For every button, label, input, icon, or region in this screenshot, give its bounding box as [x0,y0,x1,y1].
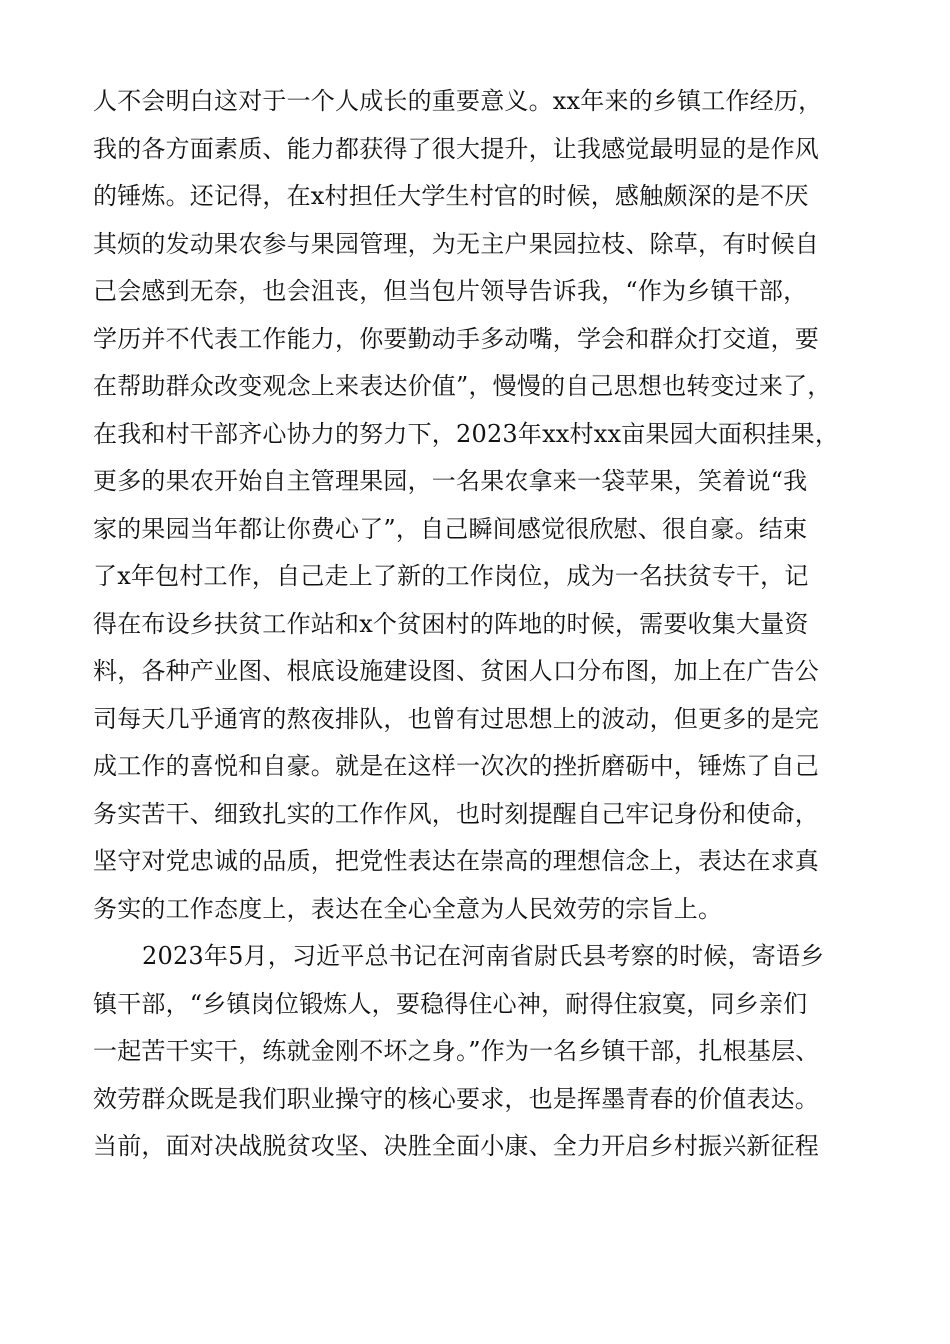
text-line: 料，各种产业图、根底设施建设图、贫困人口分布图，加上在广告公 [93,657,819,685]
text-line: 在帮助群众改变观念上来表达价值”，慢慢的自己思想也转变过来了， [93,372,832,400]
text-line: 镇干部，“乡镇岗位锻炼人，要稳得住心神，耐得住寂寞，同乡亲们 [93,989,808,1018]
text-line: 效劳群众既是我们职业操守的核心要求，也是挥墨青春的价值表达。 [93,1084,819,1113]
text-line: 学历并不代表工作能力，你要勤动手多动嘴，学会和群众打交道，要 [93,324,819,353]
text-line: 司每天几乎通宵的熬夜排队，也曾有过思想上的波动，但更多的是完 [93,704,819,733]
text-line: 务实的工作态度上，表达在全心全意为人民效劳的宗旨上。 [93,894,723,923]
text-line: 了x年包村工作，自己走上了新的工作岗位，成为一名扶贫专干，记 [93,562,809,590]
text-line: 坚守对党忠诚的品质，把党性表达在崇高的理想信念上，表达在求真 [93,847,819,875]
text-line: 务实苦干、细致扎实的工作作风，也时刻提醒自己牢记身份和使命， [93,799,819,828]
text-line: 人不会明白这对于一个人成长的重要意义。xx年来的乡镇工作经历， [93,87,823,115]
text-line: 其烦的发动果农参与果园管理，为无主户果园拉枝、除草，有时候自 [93,229,819,258]
text-line: 得在布设乡扶贫工作站和x个贫困村的阵地的时候，需要收集大量资 [93,609,809,638]
text-line: 当前，面对决战脱贫攻坚、决胜全面小康、全力开启乡村振兴新征程 [93,1132,819,1160]
text-line: 一起苦干实干，练就金刚不坏之身。”作为一名乡镇干部，扎根基层、 [93,1037,820,1065]
text-line: 家的果园当年都让你费心了”，自己瞬间感觉很欣慰、很自豪。结束 [93,514,808,543]
text-line: 我的各方面素质、能力都获得了很大提升，让我感觉最明显的是作风 [93,134,819,163]
paragraph-1 [93,78,863,933]
text-line: 成工作的喜悦和自豪。就是在这样一次次的挫折磨砺中，锤炼了自己 [93,752,819,780]
document-body [93,78,863,1171]
text-line: 的锤炼。还记得，在x村担任大学生村官的时候，感触颇深的是不厌 [93,182,809,210]
text-line: 己会感到无奈，也会沮丧，但当包片领导告诉我，“作为乡镇干部， [93,277,808,305]
text-line: 2023年5月，习近平总书记在河南省尉氏县考察的时候，寄语乡 [142,942,825,970]
text-line: 在我和村干部齐心协力的努力下，2023年xx村xx亩果园大面积挂果， [93,419,840,448]
paragraph-2 [93,933,863,1171]
text-line: 更多的果农开始自主管理果园，一名果农拿来一袋苹果，笑着说“我 [93,467,808,495]
